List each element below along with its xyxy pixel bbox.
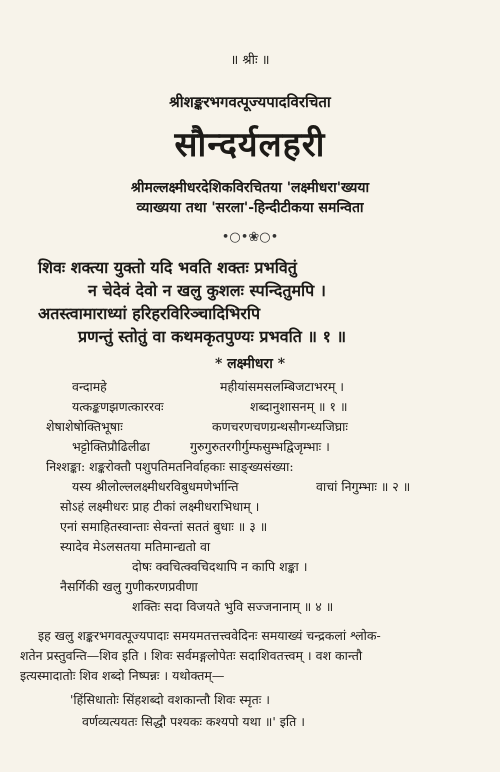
commentary-heading: * लक्ष्मीधरा * <box>214 356 286 372</box>
commentary-line-left: नैसर्गिकी खलु गुणीकरणप्रवीणा <box>60 579 198 594</box>
commentary-line-left: शेषाशेषोक्तिभूषाः <box>46 419 123 434</box>
quote-line-2: वर्णव्यत्ययतः सिद्धौ पश्यकः कश्यपो यथा ॥' इति । <box>82 714 305 729</box>
verse-line-4: प्रणन्तुं स्तोतुं वा कथमकृतपुण्यः प्रभवति ॥ १ ॥ <box>78 327 347 346</box>
verse-line-1: शिवः शक्त्या युक्तो यदि भवति शक्तः प्रभवितुं <box>38 258 297 277</box>
commentary-info-line-2: व्याख्यया तथा 'सरला'-हिन्दीटीकया समन्विता <box>136 200 364 216</box>
commentary-line-left: दोषः क्वचित्क्वचिदथापि न कापि शङ्का । <box>132 559 308 574</box>
commentary-line-right: वाचां निगुम्भाः ॥ २ ॥ <box>316 479 411 494</box>
verse-line-2: न चेदेवं देवो न खलु कुशलः स्पन्दितुमपि । <box>88 281 326 300</box>
verse-line-3: अतस्त्वामाराध्यां हरिहरविरिञ्चादिभिरपि <box>38 304 261 323</box>
commentary-line-right: महीयांसमसलम्बिजटाभरम् । <box>220 379 345 394</box>
commentary-line-left: एनां समाहितस्वान्ताः सेवन्तां सततं बुधाः ॥ ३ ॥ <box>60 519 268 534</box>
page-title: सौन्दर्यलहरी <box>174 125 326 165</box>
commentary-line-right: शब्दानुशासनम् ॥ १ ॥ <box>250 399 348 414</box>
commentary-line-left: वन्दामहे <box>72 379 107 394</box>
commentary-line-left: भट्टोक्तिप्रौढिलीढा <box>72 439 150 454</box>
paragraph-line-2: शतेन प्रस्तुवन्ति—शिव इति । शिवः सर्वमङ्गलोपेतः सदाशिवतत्त्वम् । वश कान्तौ <box>20 648 363 663</box>
commentary-line-left: सोऽहं लक्ष्मीधरः प्राह टीकां लक्ष्मीधराभिधाम् । <box>60 499 260 514</box>
quote-line-1: 'हिंसिधातोः सिंहशब्दो वशकान्तौ शिवः स्मृतः । <box>70 692 270 707</box>
commentary-line-left: यस्य श्रीलोल्ललक्ष्मीधरविबुधमणेर्भान्ति <box>72 479 239 494</box>
paragraph-line-1: इह खलु शङ्करभगवत्पूज्यपादाः समयमतत्तत्त्ववेदिनः समयाख्यं चन्द्रकलां श्लोक- <box>38 628 381 643</box>
commentary-line-left: निश्शङ्का: शङ्करोक्तौ पशुपतिमतनिर्वाहकाः साङ्ख्यसंख्या: <box>46 459 294 474</box>
paragraph-line-3: इत्यस्मादातोः शिव शब्दो निष्पन्नः । यथोक्तम्— <box>20 668 225 683</box>
commentary-info-line-1: श्रीमल्लक्ष्मीधरदेशिकविरचितया 'लक्ष्मीधरा'ख्यया <box>130 180 370 196</box>
shri-invocation: ॥ श्रीः ॥ <box>230 53 270 68</box>
commentary-line-left: यत्कङ्कणझणत्काररवः <box>72 399 164 414</box>
ornament-divider: •○•❀○• <box>221 230 279 245</box>
commentary-line-right: कणचरणचणग्रन्थसौगन्ध्यजिघ्राः <box>212 419 348 434</box>
commentary-line-right: गुरुगुरुतरगीर्गुम्फसुम्भद्विजृम्भाः । <box>190 439 330 454</box>
author-attribution: श्रीशङ्करभगवत्पूज्यपादविरचिता <box>169 93 331 111</box>
commentary-line-left: स्यादेव मेऽलसतया मतिमान्द्यतो वा <box>60 539 211 554</box>
commentary-line-left: शक्तिः सदा विजयते भुवि सज्जनानाम् ॥ ४ ॥ <box>132 599 334 614</box>
